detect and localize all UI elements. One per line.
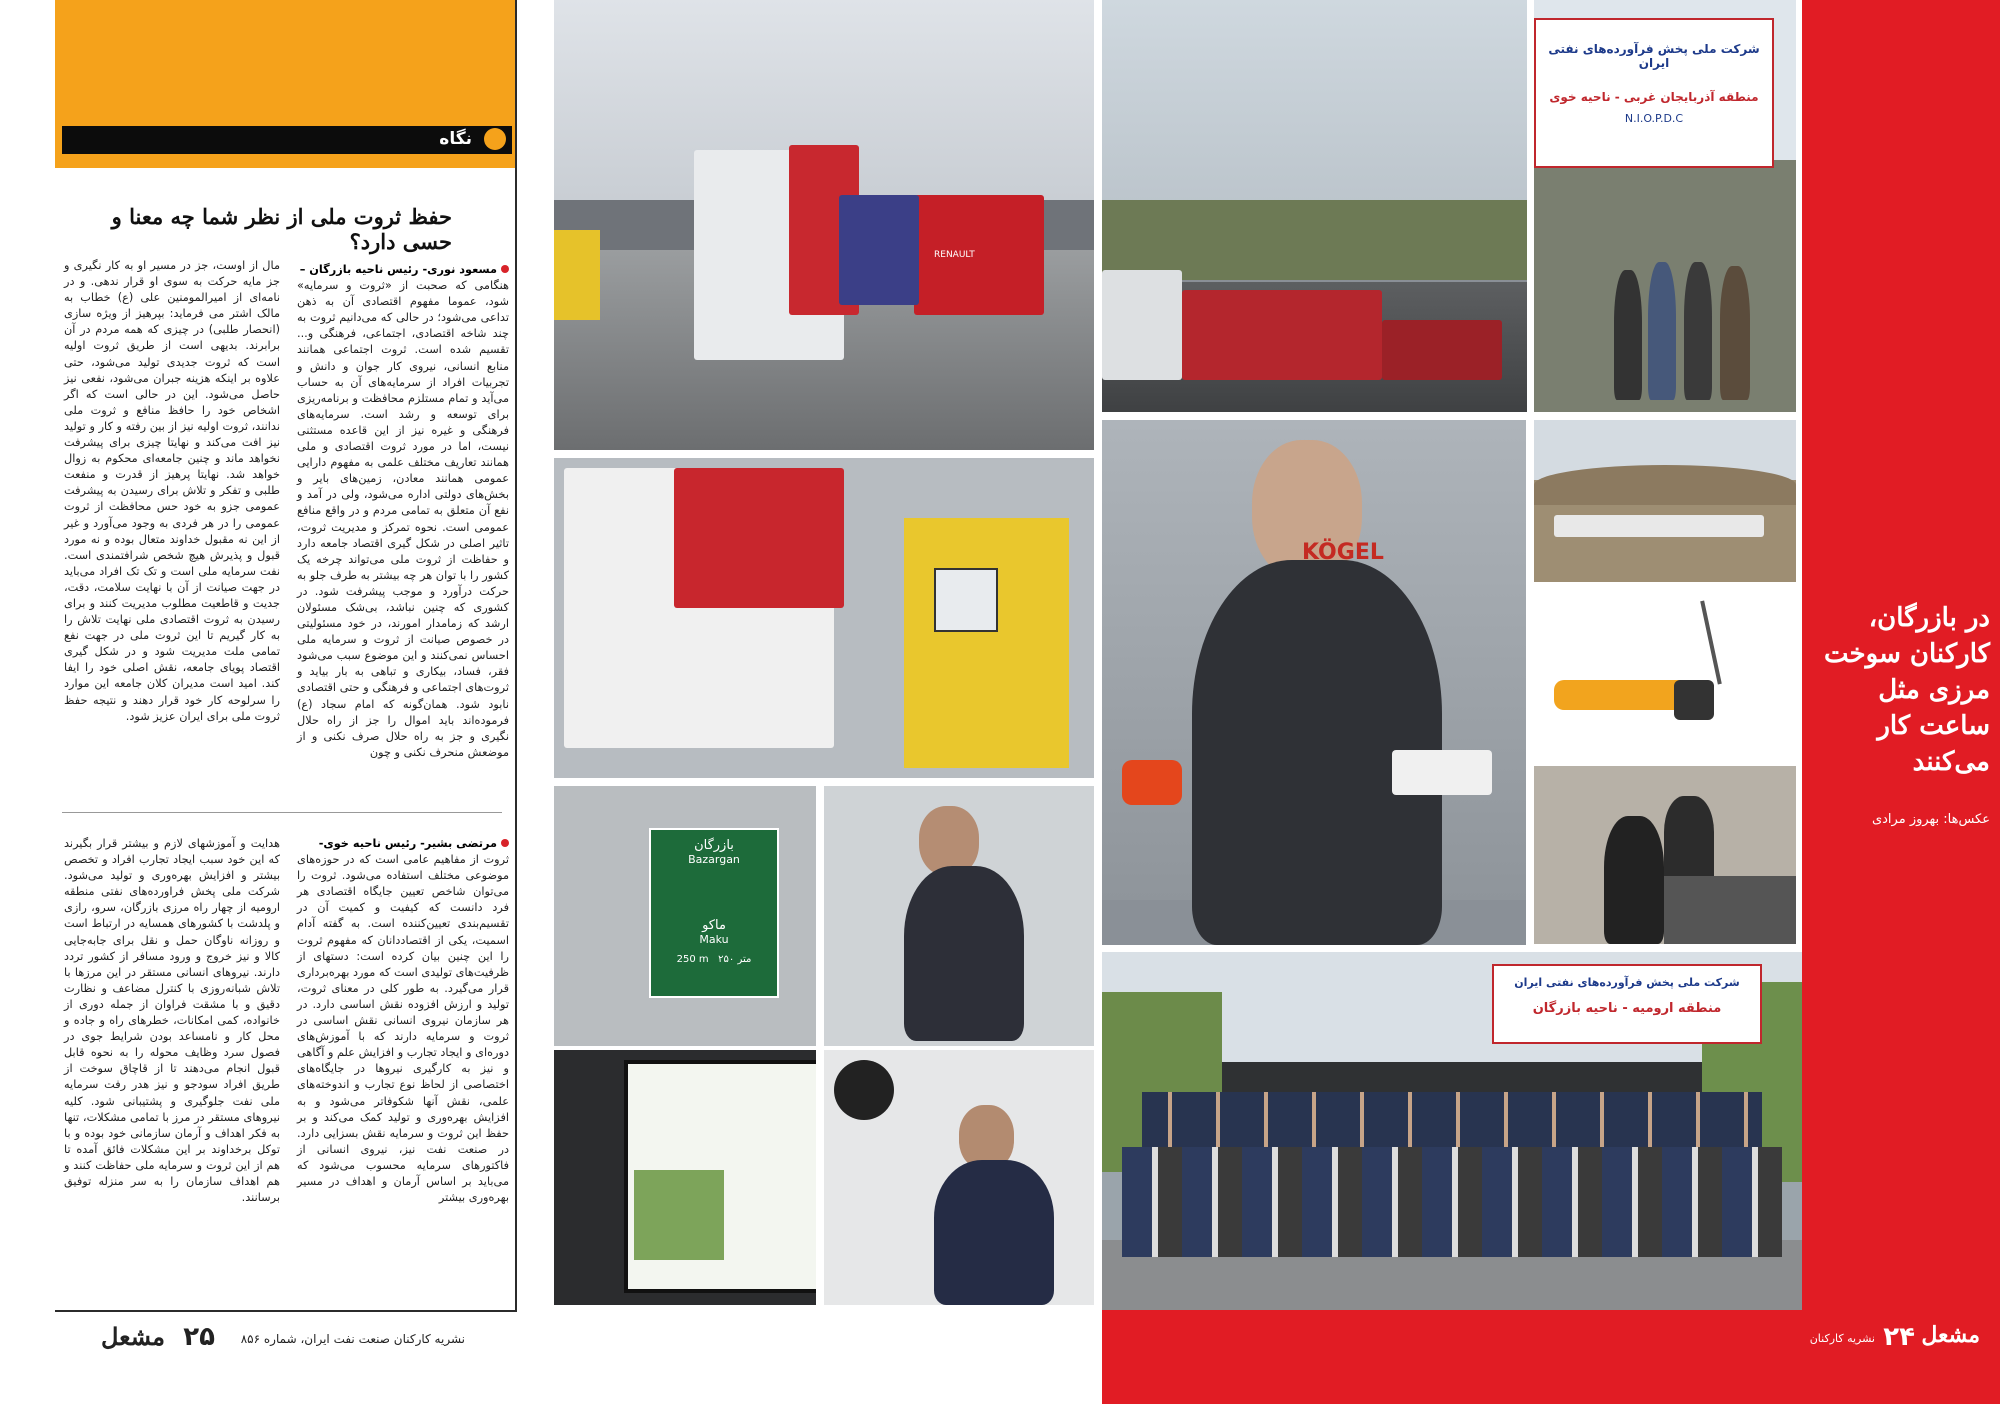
photo-truck-pump (554, 458, 1094, 778)
footer-publication: نشریه کارکنان صنعت نفت ایران، شماره ۸۵۶ (240, 1332, 465, 1346)
photo-group-staff (1102, 952, 1802, 1310)
road-sign-distance-fa: ۲۵۰ متر (718, 954, 752, 965)
footer-right (1800, 1320, 2000, 1360)
page-number: ۲۴ (1883, 1322, 1915, 1352)
photo-worker-sampler (824, 1050, 1094, 1305)
photo-credit: عکس‌ها: بهروز مرادی (1871, 812, 1990, 827)
company-sign-1-code: N.I.O.P.D.C (1624, 112, 1684, 125)
truck-label: KÖGEL (1302, 540, 1384, 565)
photo-road-sign (554, 786, 816, 1046)
column-right-top (297, 262, 509, 802)
column-left-top (64, 258, 280, 803)
photo-company-gate (1534, 0, 1796, 412)
company-sign-1 (1534, 18, 1774, 168)
truck-brand: RENAULT (934, 250, 975, 260)
masthead-logo: مشعل (100, 1322, 165, 1351)
photo-seated-worker (824, 786, 1094, 1046)
speaker-name: مرتضی بشیر- رئیس ناحیه خوی- (318, 837, 497, 850)
bullet-icon (501, 265, 509, 273)
photo-trucks-station (554, 0, 1094, 450)
photo-road-trucks (1102, 0, 1527, 412)
bullet-icon (501, 839, 509, 847)
photo-density-meter (1534, 590, 1796, 758)
question-heading: حفظ ثروت ملی از نظر شما چه معنا و حسی دارد؟ (111, 204, 452, 254)
footer-publication: نشریه کارکنان (1809, 1332, 1875, 1345)
road-sign-city: بازرگان (694, 838, 734, 853)
road-sign-city2: ماکو (702, 918, 726, 933)
company-sign-2-sub: منطقه ارومیه - ناحیه بازرگان (1532, 1001, 1722, 1016)
footer-left (55, 1320, 515, 1360)
company-sign-1-sub: منطقه آذربایجان غربی - ناحیه خوی (1549, 90, 1759, 104)
road-sign-city-en: Bazargan (688, 853, 740, 866)
road-sign-distance: 250 m (676, 954, 709, 965)
photo-computer-monitor (554, 1050, 816, 1305)
bottom-strip (1102, 1310, 1802, 1404)
speaker-name: مسعود نوری- رئیس ناحیه بازرگان – (299, 263, 497, 276)
photo-control-room (1534, 766, 1796, 944)
company-sign-2 (1492, 964, 1762, 1044)
masthead-logo: مشعل (1921, 1322, 1980, 1348)
road-sign (649, 828, 779, 998)
feature-headline: در بازرگان، کارکنان سوخت مرزی مثل ساعت کار می‌کنند (1824, 603, 1990, 777)
road-sign-city2-en: Maku (699, 933, 729, 946)
photo-parking-lot (1534, 420, 1796, 582)
company-sign-2-title: شرکت ملی پخش فرآورده‌های نفتی ایران (1514, 976, 1740, 989)
paragraph: هنگامی که صحبت از «ثروت و سرمایه» شود، عموما مفهوم اقتصادی آن به ذهن تداعی می‌شود؛ در حالی که می‌دانیم ثروت به چند شاخه اقتصادی، اجتماعی، فرهنگی و... تقسیم شده است. ثروت اجتماعی همانند منابع انسانی، نیروی کار جوان و دانش و تجربیات افراد از سرمایه‌های آن به حساب می‌آید و تمام مستلزم محافظت و برنامه‌ریزی برای توسعه و رشد است. سرمایه‌های فرهنگی و غیره نیز از این قاعده مستثنی نیست، اما در مورد ثروت اقتصادی و ملی همانند تعاریف مختلف علمی به مفهوم دارایی عمومی همانند معادن، زمین‌های بایر و بخش‌های دولتی اداره می‌شود، ولی در آمد و نفع آن متعلق به تمامی مردم و در واقع منافع عمومی است. نحوه تمرکز و مدیریت ثروت، تاثیر اصلی در شکل گیری اقتصاد جامعه دارد و حفاظت از ثروت ملی می‌تواند چرخه یک کشور را با توان هر چه بیشتر به طرف جلو به حرکت درآورد و موجب پیشرفت شود. در کشوری که چنین نباشد، بی‌شک مسئولان ارشد که زمامدار امورند، در خود مسئولیتی در خصوص صیانت از ثروت و سرمایه ملی احساس نمی‌کنند و این موضوع سبب می‌شود فقر، فساد، بیکاری و تباهی به بار بیاید و ثروت‌های اجتماعی و فرهنگی و حتی اقتصادی نابود شود. همان‌گونه که امام سجاد (ع) فرموده‌اند باید اموال را جز از راه حلال نگیری و جز به راه حلال صرف نکنی و از موضعش منحرف نکنی و چون (297, 279, 509, 759)
column-right-bottom (297, 836, 509, 1296)
section-label: نگاه (439, 129, 472, 149)
paragraph: هدایت و آموزشهای لازم و بیشتر قرار بگیرند که این خود سبب ایجاد تجارب افراد و تخصص بیشتر و افزایش بهره‌وری و تولید می‌شود. شرکت ملی پخش فراورده‌های نفتی منطقه ارومیه از چهار راه مرزی بازرگان، سرو، رازی و پلدشت با کشورهای همسایه در ارتباط است و روزانه ناوگان حمل و نقل برای جابه‌جایی کالا و نیز خروج و ورود مسافر از کشور تردد دارند. نیروهای انسانی مستقر در این مرزها با تلاش شبانه‌روزی با کنترل مضاعف و نظارت دقیق و با مشقت فراوان از جمله دوری از خانواده، کمی امکانات، خطرهای راه و جاده و محل کار و نامساعد بودن شرایط جوی در فصول سرد وظایف محوله را به نحوه قابل قبول انجام می‌دهند تا از قاچاق سوخت از طریق افراد سودجو و نیز هدر رفت سرمایه ملی نفت جلوگیری و پشتیبانی شود. کلیه نیروهای مستقر در مرز با تمامی مشکلات، تنها به فکر اهداف و آرمان سازمانی خود بوده و با توکل برخداوند بر این مشکلات فائق آمده تا هم از این ثروت و سرمایه ملی حفاظت کنند و هم اهداف سازمان را به سر منزله توفیق برسانند. (64, 837, 280, 1205)
paragraph: ثروت از مفاهیم عامی است که در حوزه‌های موضوعی مختلف استفاده می‌شود. ثروت را می‌توان شاخص تعیین جایگاه اقتصادی هر فرد دانست که کیفیت و کمیت آن در تقسیم‌بندی تعیین‌کننده است. به گفته آدام اسمیت، یکی از اقتصاددانان که مفهوم ثروت را این چنین بیان کرده است: دستهای از ظرفیت‌های تولیدی است که مورد بهره‌برداری قرار می‌گیرد. به طور کلی در معنای ثروت، تولید و ارزش افزوده نقش اساسی دارد. در هر سازمان نیروی انسانی نقش اساسی در ثروت و سرمایه دارند که با آموزش‌های دوره‌ای و ایجاد تجارب و افزایش علم و آگاهی و نیز به کارگیری نیروها در جایگاه‌های اختصاصی از لحاظ نوع تجارب و اندوخته‌های علمی، نقش آنها شکوفاتر می‌شود و به افزایش بهره‌وری و تولید کمک می‌کند و بر حفظ این ثروت و سرمایه نقش بسزایی دارد. در صنعت نفت نیز، نیروی انسانی از فاکتورهای سرمایه محسوب می‌شود که می‌باید بر اساس آرمان و اهداف در مسیر بهره‌وری بیشتر (297, 853, 509, 1205)
company-sign-1-title: شرکت ملی پخش فرآورده‌های نفتی ایران (1548, 42, 1760, 70)
paragraph: مال از اوست، جز در مسیر او به کار نگیری و جز مایه حرکت به سوی او قرار ندهی. و در نامه‌ای از امیرالمومنین علی (ع) خطاب به مالک اشتر می فرماید: بپرهیز از ویژه سازی (انحصار طلبی) در چیزی که همه مردم در آن برابرند. بدیهی است از طریق ثروت اولیه است که ثروت جدیدی تولید می‌شود، حتی علاوه بر اینکه هزینه جبران می‌شود، نفعی نیز حاصل می‌شود. این در حالی است که اگر اشخاص خود را حافظ منافع و ثروت ملی ندانند، ثروت اولیه نیز از بین رفته و کار و تولید نیز افت می‌کند و نهایتا چیزی برای پیشرفت نخواهد ماند و چنین جامعه‌ای محکوم به زوال خواهد شد. نهایتا پرهیز از قدرت و منفعت طلبی و تفکر و تلاش برای رسیدن به پیشرفت عمومی جزو به خود حس محافظت از ثروت عمومی را در هر فردی به وجود می‌آورد و غیر از این نه مقبول خداوند متعال بوده و نه مورد قبول و پذیرش هیچ شخص شرافتمندی است. نفت سرمایه ملی است و تک تک افراد می‌باید در جهت صیانت از آن با نهایت سلامت، دقت، جدیت و قاطعیت مطلوب مدیریت کنند و برای رسیدن به ثروت اقتصادی ملی نهایت تلاش را به کار گیریم تا این ثروت ملی در جهت نفع تمامی ملت مدیریت شود و در شکل گیری اقتصاد پویای جامعه، نقش اصلی خود را ایفا کند. امید است مدیران کلان جامعه این موارد را سرلوحه کار خود قرار دهند و نتیجه حفظ ثروت ملی برای ایران عزیز شود. (64, 259, 280, 723)
divider (62, 812, 502, 813)
page-number: ۲۵ (183, 1322, 215, 1352)
column-left-bottom (64, 836, 280, 1296)
photo-worker-inspection (1102, 420, 1526, 945)
